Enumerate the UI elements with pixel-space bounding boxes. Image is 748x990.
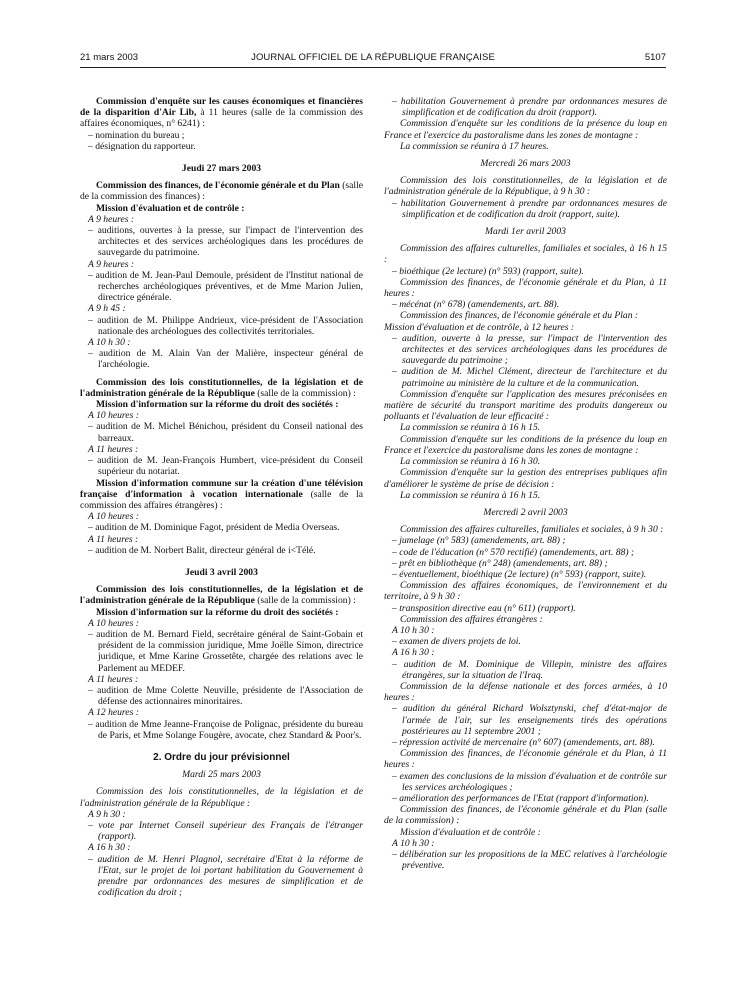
- time-label: A 11 heures :: [88, 533, 139, 545]
- list-item: – mécénat (n° 678) (amendements, art. 88).: [392, 299, 560, 311]
- list-item: – audition de M. Bernard Field, secrétaire général de Saint-Gobain et président de la commission juridique, Mme Joëlle Simon, directrice juridique, et Mme Karine Grossetête, chargée des relations avec le Parlement au MEDEF.: [88, 628, 363, 674]
- commission-paragraph: Commission des affaires culturelles, familiales et sociales, à 9 h 30 :: [400, 524, 664, 536]
- mission-line: Mission d'évaluation et de contrôle :: [400, 826, 541, 838]
- time-label: A 10 h 30 :: [392, 837, 435, 849]
- mission-television-heading: Mission d'information commune sur la création d'une télévision française d'information à vocation internationale (salle de la commission des affaires étrangères) :: [80, 477, 364, 511]
- time-label: A 12 heures :: [88, 707, 139, 719]
- list-item: – audition de Mme Jeanne-Françoise de Polignac, présidente du bureau de Paris, et Mme Solange Fougère, avocate, chez Standard & Poor's.: [88, 718, 363, 741]
- day-heading: Jeudi 3 avril 2003: [185, 566, 258, 578]
- list-item: – désignation du rapporteur.: [88, 140, 196, 152]
- time-label: A 9 h 30 :: [88, 808, 126, 820]
- list-item: – vote par Internet Conseil supérieur des Français de l'étranger (rapport).: [88, 819, 363, 843]
- commission-paragraph: Commission d'enquête sur l'application des mesures préconisées en matière de sécurité du transport maritime des produits dangereux ou polluants et l'évaluation de leur efficacité :: [384, 388, 667, 423]
- list-item: – bioéthique (2e lecture) (n° 593) (rapport, suite).: [392, 265, 584, 277]
- commission-paragraph: Commission d'enquête sur les conditions de la présence du loup en France et l'exercice du pastoralisme dans les zones de montagne :: [384, 118, 667, 141]
- time-label: A 9 heures :: [88, 258, 135, 270]
- list-item: – habilitation Gouvernement à prendre par ordonnances mesures de simplification et de codification du droit (rapport).: [392, 96, 667, 119]
- list-item: – audition de M. Michel Clément, directeur de l'architecture et du patrimoine au ministère de la culture et de la communication.: [392, 366, 667, 389]
- commission-lois-heading: Commission des lois constitutionnelles, de la législation et de l'administration générale de la République (salle de la commission) :: [80, 584, 363, 607]
- time-label: A 11 heures :: [88, 443, 139, 455]
- list-item: – audition de M. Dominique de Villepin, ministre des affaires étrangères, sur la situation de l'Iraq.: [392, 658, 667, 681]
- mission-heading: Mission d'information sur la réforme du droit des sociétés :: [96, 399, 339, 411]
- meeting-note: La commission se réunira à 16 h 15.: [400, 422, 541, 434]
- commission-paragraph: Commission des affaires étrangères :: [400, 613, 543, 625]
- list-item: – habilitation Gouvernement à prendre par ordonnances mesures de simplification et de codification du droit (rapport, suite).: [392, 197, 667, 220]
- time-label: A 9 heures :: [88, 213, 135, 225]
- commission-finances-heading: Commission des finances, de l'économie générale et du Plan (salle de la commission des finances) :: [80, 180, 364, 203]
- time-label: A 10 heures :: [88, 511, 139, 523]
- commission-paragraph: Commission des finances, de l'économie générale et du Plan, à 11 heures :: [384, 276, 667, 300]
- meeting-note: La commission se réunira à 16 h 15.: [400, 489, 541, 501]
- airlib-paragraph: Commission d'enquête sur les causes économiques et financières de la disparition d'Air Lib, à 11 heures (salle de la commission des affaires économiques, n° 6241) :: [80, 96, 363, 130]
- commission-paragraph: Commission des lois constitutionnelles, de la législation et de l'administration générale de la République, à 9 h 30 :: [384, 175, 667, 198]
- list-item: – éventuellement, bioéthique (2e lecture) (n° 593) (rapport, suite).: [392, 568, 647, 580]
- commission-paragraph: Commission d'enquête sur la gestion des entreprises publiques afin d'améliorer le système de prise de décision :: [384, 467, 667, 490]
- list-item: – examen des conclusions de la mission d'évaluation et de contrôle sur les services archéologiques ;: [392, 770, 667, 793]
- list-item: – audition, ouverte à la presse, sur l'impact de l'intervention des architectes et des services archéologiques dans les procédures de sauvegarde du patrimoine ;: [392, 332, 667, 367]
- commission-paragraph: Commission d'enquête sur les conditions de la présence du loup en France et l'exercice du pastoralisme dans les zones de montagne :: [384, 433, 667, 456]
- time-label: A 11 heures :: [88, 673, 139, 685]
- list-item: – audition de M. Henri Plagnol, secrétaire d'Etat à la réforme de l'Etat, sur le projet de loi portant habilitation du Gouvernement à prendre par ordonnances des mesures de simplification et de codification du droit ;: [88, 853, 363, 899]
- right-column: [384, 96, 667, 871]
- time-label: A 9 h 45 :: [88, 303, 126, 315]
- header-date: 21 mars 2003: [80, 52, 139, 63]
- day-heading: Mardi 1er avril 2003: [485, 226, 566, 238]
- day-heading: Jeudi 27 mars 2003: [181, 163, 262, 175]
- list-item: – répression activité de mercenaire (n° 607) (amendements, art. 88).: [392, 736, 655, 748]
- mission-heading: Mission d'évaluation et de contrôle :: [96, 202, 245, 214]
- header-page-number: 5107: [644, 52, 666, 63]
- list-item: – examen de divers projets de loi.: [392, 636, 521, 648]
- list-item: – audition de M. Jean-François Humbert, vice-président du Conseil supérieur du notariat.: [88, 455, 363, 478]
- list-item: – audition de M. Alain Van der Malière, inspecteur général de l'archéologie.: [88, 348, 363, 371]
- time-label: A 10 h 30 :: [88, 337, 131, 349]
- time-label: A 10 h 30 :: [392, 624, 435, 636]
- list-item: – audition de M. Jean-Paul Demoule, président de l'Institut national de recherches archéologiques préventives, et de Mme Marion Julien, directrice générale.: [88, 269, 363, 304]
- time-label: A 16 h 30 :: [392, 647, 435, 659]
- list-item: – prêt en bibliothèque (n° 248) (amendements, art. 88) ;: [392, 557, 608, 569]
- list-item: – audition du général Richard Wolsztynski, chef d'état-major de l'armée de l'air, sur les enseignements tirés des opérations postérieures au 11 septembre 2001 ;: [392, 703, 667, 737]
- mission-line: Mission d'évaluation et de contrôle, à 12 heures :: [384, 321, 575, 333]
- commission-paragraph: Commission des affaires culturelles, familiales et sociales, à 16 h 15 :: [384, 243, 667, 266]
- commission-paragraph: Commission des finances, de l'économie générale et du Plan, à 11 heures :: [384, 748, 667, 771]
- mission-heading: Mission d'information sur la réforme du droit des sociétés :: [96, 606, 339, 618]
- left-column: [80, 96, 363, 898]
- header-journal-title: JOURNAL OFFICIEL DE LA RÉPUBLIQUE FRANÇAISE: [251, 52, 495, 63]
- commission-paragraph: Commission des affaires économiques, de l'environnement et du territoire, à 9 h 30 :: [384, 580, 667, 603]
- list-item: – nomination du bureau ;: [88, 129, 185, 141]
- list-item: – auditions, ouvertes à la presse, sur l'impact de l'intervention des architectes et des services archéologiques dans les procédures de sauvegarde du patrimoine.: [88, 225, 363, 259]
- header-rule: [80, 67, 666, 68]
- meeting-note: La commission se réunira à 17 heures.: [400, 140, 549, 152]
- commission-lois-heading: Commission des lois constitutionnelles, de la législation et de l'administration générale de la République (salle de la commission) :: [80, 376, 363, 399]
- page-header: [80, 52, 666, 66]
- day-heading: Mardi 25 mars 2003: [182, 769, 261, 781]
- list-item: – transposition directive eau (n° 611) (rapport).: [392, 602, 576, 614]
- time-label: A 16 h 30 :: [88, 842, 131, 854]
- list-item: – audition de M. Philippe Andrieux, vice-président de l'Association nationale des archéologues des collectivités territoriales.: [88, 314, 363, 337]
- time-label: A 10 heures :: [88, 617, 139, 629]
- day-heading: Mercredi 2 avril 2003: [483, 506, 568, 518]
- section-heading-ordre-du-jour: 2. Ordre du jour prévisionnel: [153, 751, 290, 763]
- commission-paragraph: Commission de la défense nationale et des forces armées, à 10 heures :: [384, 680, 667, 704]
- commission-paragraph: Commission des finances, de l'économie générale et du Plan (salle de la commission) :: [384, 804, 667, 827]
- list-item: – code de l'éducation (n° 570 rectifié) (amendements, art. 88) ;: [392, 546, 635, 558]
- commission-paragraph: Commission des finances, de l'économie générale et du Plan :: [400, 310, 639, 322]
- list-item: – amélioration des performances de l'Etat (rapport d'information).: [392, 792, 649, 804]
- list-item: – audition de M. Dominique Fagot, président de Media Overseas.: [88, 522, 340, 534]
- list-item: – jumelage (n° 583) (amendements, art. 88) ;: [392, 535, 566, 547]
- commission-paragraph: Commission des lois constitutionnelles, de la législation et de l'administration générale de la République :: [80, 786, 363, 809]
- time-label: A 10 heures :: [88, 410, 139, 422]
- day-heading: Mercredi 26 mars 2003: [480, 158, 571, 170]
- meeting-note: La commission se réunira à 16 h 30.: [400, 456, 541, 468]
- list-item: – audition de Mme Colette Neuville, présidente de l'Association de défense des actionnaires minoritaires.: [88, 684, 363, 708]
- list-item: – audition de M. Norbert Balit, directeur général de i<Télé.: [88, 544, 316, 556]
- list-item: – délibération sur les propositions de la MEC relatives à l'archéologie préventive.: [392, 849, 667, 872]
- list-item: – audition de M. Michel Bénichou, président du Conseil national des barreaux.: [88, 421, 363, 444]
